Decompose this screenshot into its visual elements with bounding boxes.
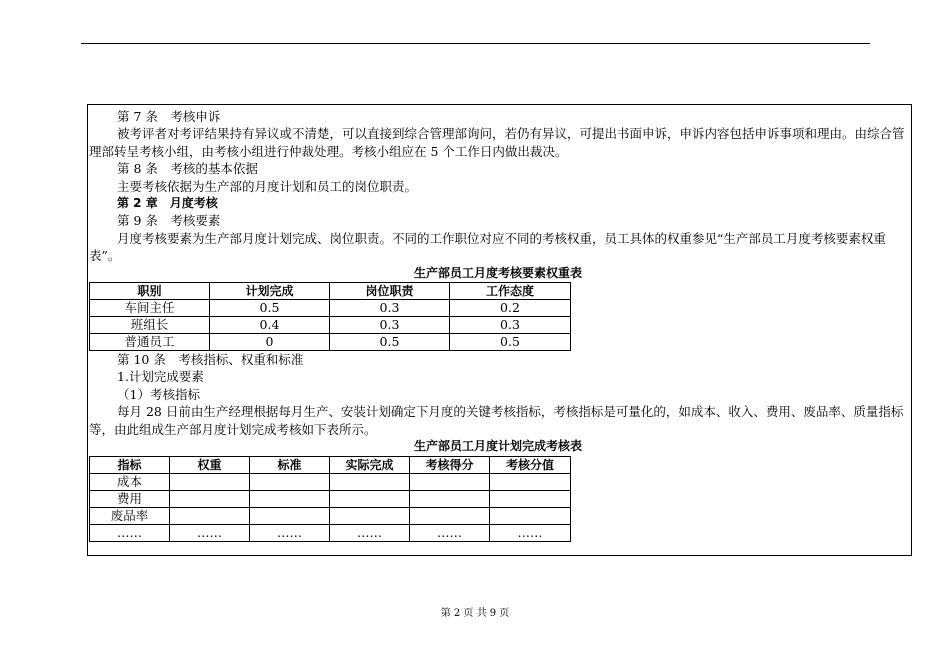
table-cell: 0.5 xyxy=(210,300,330,317)
table-cell: 成本 xyxy=(90,473,170,490)
section-article-10 xyxy=(89,351,907,438)
table-cell: 0.3 xyxy=(330,317,450,334)
table-cell: 0.3 xyxy=(450,317,571,334)
table-cell: 班组长 xyxy=(90,317,210,334)
section-articles-7-9 xyxy=(89,108,907,265)
table-cell xyxy=(250,507,330,524)
table-cell xyxy=(250,473,330,490)
table-cell: 0.5 xyxy=(330,334,450,351)
table-row xyxy=(90,507,571,524)
table-header-row xyxy=(90,456,571,473)
table-cell: 车间主任 xyxy=(90,300,210,317)
table-cell: 0.4 xyxy=(210,317,330,334)
column-header: 岗位职责 xyxy=(330,283,450,300)
paragraph: 第 2 章 月度考核 xyxy=(117,196,218,211)
column-header: 工作态度 xyxy=(450,283,571,300)
table-cell xyxy=(330,490,410,507)
paragraph: （1）考核指标 xyxy=(117,386,200,402)
table-cell: 0.5 xyxy=(450,334,571,351)
table-cell xyxy=(490,507,571,524)
table-cell xyxy=(410,490,490,507)
table2-caption: 生产部员工月度计划完成考核表 xyxy=(413,439,582,454)
table-cell xyxy=(410,507,490,524)
table-cell: …… xyxy=(250,524,330,541)
table-cell: …… xyxy=(90,524,170,541)
table-cell: …… xyxy=(410,524,490,541)
paragraph: 1.计划完成要素 xyxy=(117,369,204,385)
table-cell: …… xyxy=(490,524,571,541)
column-header: 实际完成 xyxy=(330,456,410,473)
header-rule xyxy=(81,43,870,44)
table-cell xyxy=(330,473,410,490)
paragraph: 每月 28 日前由生产经理根据每月生产、安装计划确定下月度的关键考核指标，考核指标是可量化的，如成本、收入、费用、废品率、质量指标等，由此组成生产部月度计划完成考核如下表所示。 xyxy=(89,404,904,437)
table-row xyxy=(90,317,571,334)
table-cell: 0 xyxy=(210,334,330,351)
column-header: 考核分值 xyxy=(490,456,571,473)
paragraph: 月度考核要素为生产部月度计划完成、岗位职责。不同的工作职位对应不同的考核权重，员工具体的权重参见“生产部员工月度考核要素权重表”。 xyxy=(89,230,886,264)
paragraph: 被考评者对考评结果持有异议或不清楚，可以直接到综合管理部询问，若仍有异议，可提出书面申诉，申诉内容包括申诉事项和理由。由综合管理部转呈考核小组，由考核小组进行仲裁处理。考核小组应在 5 个工作日内做出裁决。 xyxy=(89,126,905,159)
table-cell: …… xyxy=(170,524,250,541)
table-cell xyxy=(410,473,490,490)
table-cell xyxy=(170,490,250,507)
table-cell: …… xyxy=(330,524,410,541)
table-row xyxy=(90,490,571,507)
paragraph: 第 8 条 考核的基本依据 xyxy=(117,161,258,177)
table-cell: 废品率 xyxy=(90,507,170,524)
table-cell xyxy=(490,473,571,490)
table-row xyxy=(90,334,571,351)
table-cell xyxy=(250,490,330,507)
column-header: 指标 xyxy=(90,456,170,473)
column-header: 计划完成 xyxy=(210,283,330,300)
paragraph: 第 10 条 考核指标、权重和标准 xyxy=(117,352,304,368)
table-header-row xyxy=(90,283,571,300)
table1-caption: 生产部员工月度考核要素权重表 xyxy=(413,265,582,280)
table-row xyxy=(90,524,571,541)
table-cell xyxy=(330,507,410,524)
table-cell: 普通员工 xyxy=(90,334,210,351)
column-header: 职别 xyxy=(90,283,210,300)
paragraph: 第 7 条 考核申诉 xyxy=(117,109,221,124)
page-footer: 第 2 页 共 9 页 xyxy=(440,608,510,619)
document-body xyxy=(89,108,907,542)
table-cell: 费用 xyxy=(90,490,170,507)
weight-table xyxy=(89,282,571,351)
paragraph: 主要考核依据为生产部的月度计划和员工的岗位职责。 xyxy=(117,178,418,194)
table-cell: 0.3 xyxy=(330,300,450,317)
table-row xyxy=(90,473,571,490)
table-cell xyxy=(490,490,571,507)
column-header: 标准 xyxy=(250,456,330,473)
column-header: 考核得分 xyxy=(410,456,490,473)
table-cell xyxy=(170,473,250,490)
table-cell: 0.2 xyxy=(450,300,571,317)
paragraph: 第 9 条 考核要素 xyxy=(117,213,221,229)
plan-completion-table xyxy=(89,456,571,542)
table-row xyxy=(90,300,571,317)
column-header: 权重 xyxy=(170,456,250,473)
table-cell xyxy=(170,507,250,524)
